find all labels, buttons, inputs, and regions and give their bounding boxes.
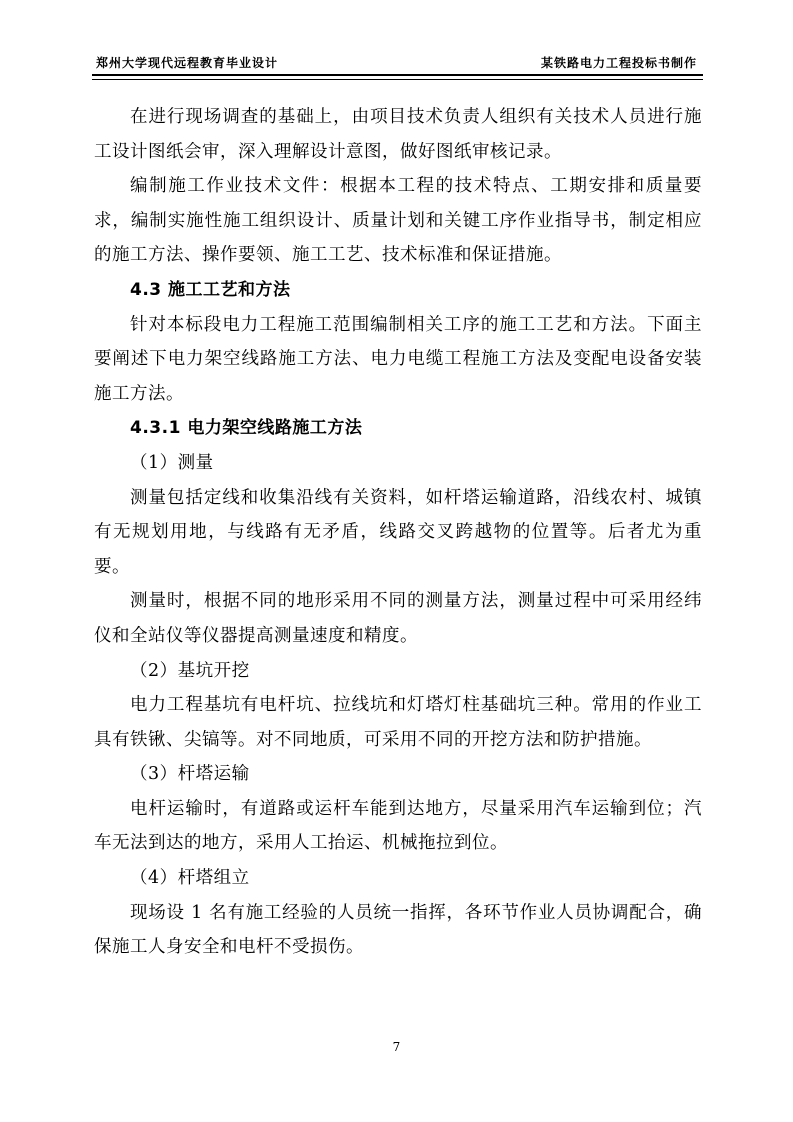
header-school-title: 郑州大学现代远程教育毕业设计 xyxy=(96,56,279,70)
header-rule-thick xyxy=(92,74,703,76)
body-text xyxy=(94,100,702,965)
paragraph-tower-transport: 电杆运输时，有道路或运杆车能到达地方，尽量采用汽车运输到位；汽车无法到达的地方，采用人工抬运、机械拖拉到位。 xyxy=(94,798,702,854)
section-heading-4-3: 4.3 施工工艺和方法 xyxy=(130,279,291,300)
subheading-tower-erection: （4）杆塔组立 xyxy=(130,868,250,889)
paragraph-tower-erection: 现场设 1 名有施工经验的人员统一指挥，各环节作业人员协调配合，确保施工人身安全和电杆不受损伤。 xyxy=(94,902,702,958)
paragraph-survey-method: 测量时，根据不同的地形采用不同的测量方法，测量过程中可采用经纬仪和全站仪等仪器提高测量速度和精度。 xyxy=(94,591,702,646)
section-heading-4-3-1: 4.3.1 电力架空线路施工方法 xyxy=(130,418,363,439)
subheading-excavation: （2）基坑开挖 xyxy=(130,660,250,681)
header-rule-thin xyxy=(92,79,703,80)
subheading-tower-transport: （3）杆塔运输 xyxy=(130,764,250,785)
subheading-survey: （1）测量 xyxy=(130,452,214,473)
paragraph-section-intro: 针对本标段电力工程施工范围编制相关工序的施工工艺和方法。下面主要阐述下电力架空线路施工方法、电力电缆工程施工方法及变配电设备安装施工方法。 xyxy=(94,314,702,404)
page-number: 7 xyxy=(392,1040,401,1054)
paragraph-survey-scope: 测量包括定线和收集沿线有关资料，如杆塔运输道路，沿线农村、城镇有无规划用地，与线路有无矛盾，线路交叉跨越物的位置等。后者尤为重要。 xyxy=(94,487,702,577)
paragraph-excavation: 电力工程基坑有电杆坑、拉线坑和灯塔灯柱基础坑三种。常用的作业工具有铁锹、尖镐等。对不同地质，可采用不同的开挖方法和防护措施。 xyxy=(94,695,702,750)
page-header xyxy=(92,54,703,74)
paragraph-technical-documents: 编制施工作业技术文件：根据本工程的技术特点、工期安排和质量要求，编制实施性施工组织设计、质量计划和关键工序作业指导书，制定相应的施工方法、操作要领、施工工艺、技术标准和保证措施。 xyxy=(94,176,702,266)
paragraph-site-survey: 在进行现场调查的基础上，由项目技术负责人组织有关技术人员进行施工设计图纸会审，深入理解设计意图，做好图纸审核记录。 xyxy=(94,107,702,162)
header-document-title: 某铁路电力工程投标书制作 xyxy=(540,56,697,70)
